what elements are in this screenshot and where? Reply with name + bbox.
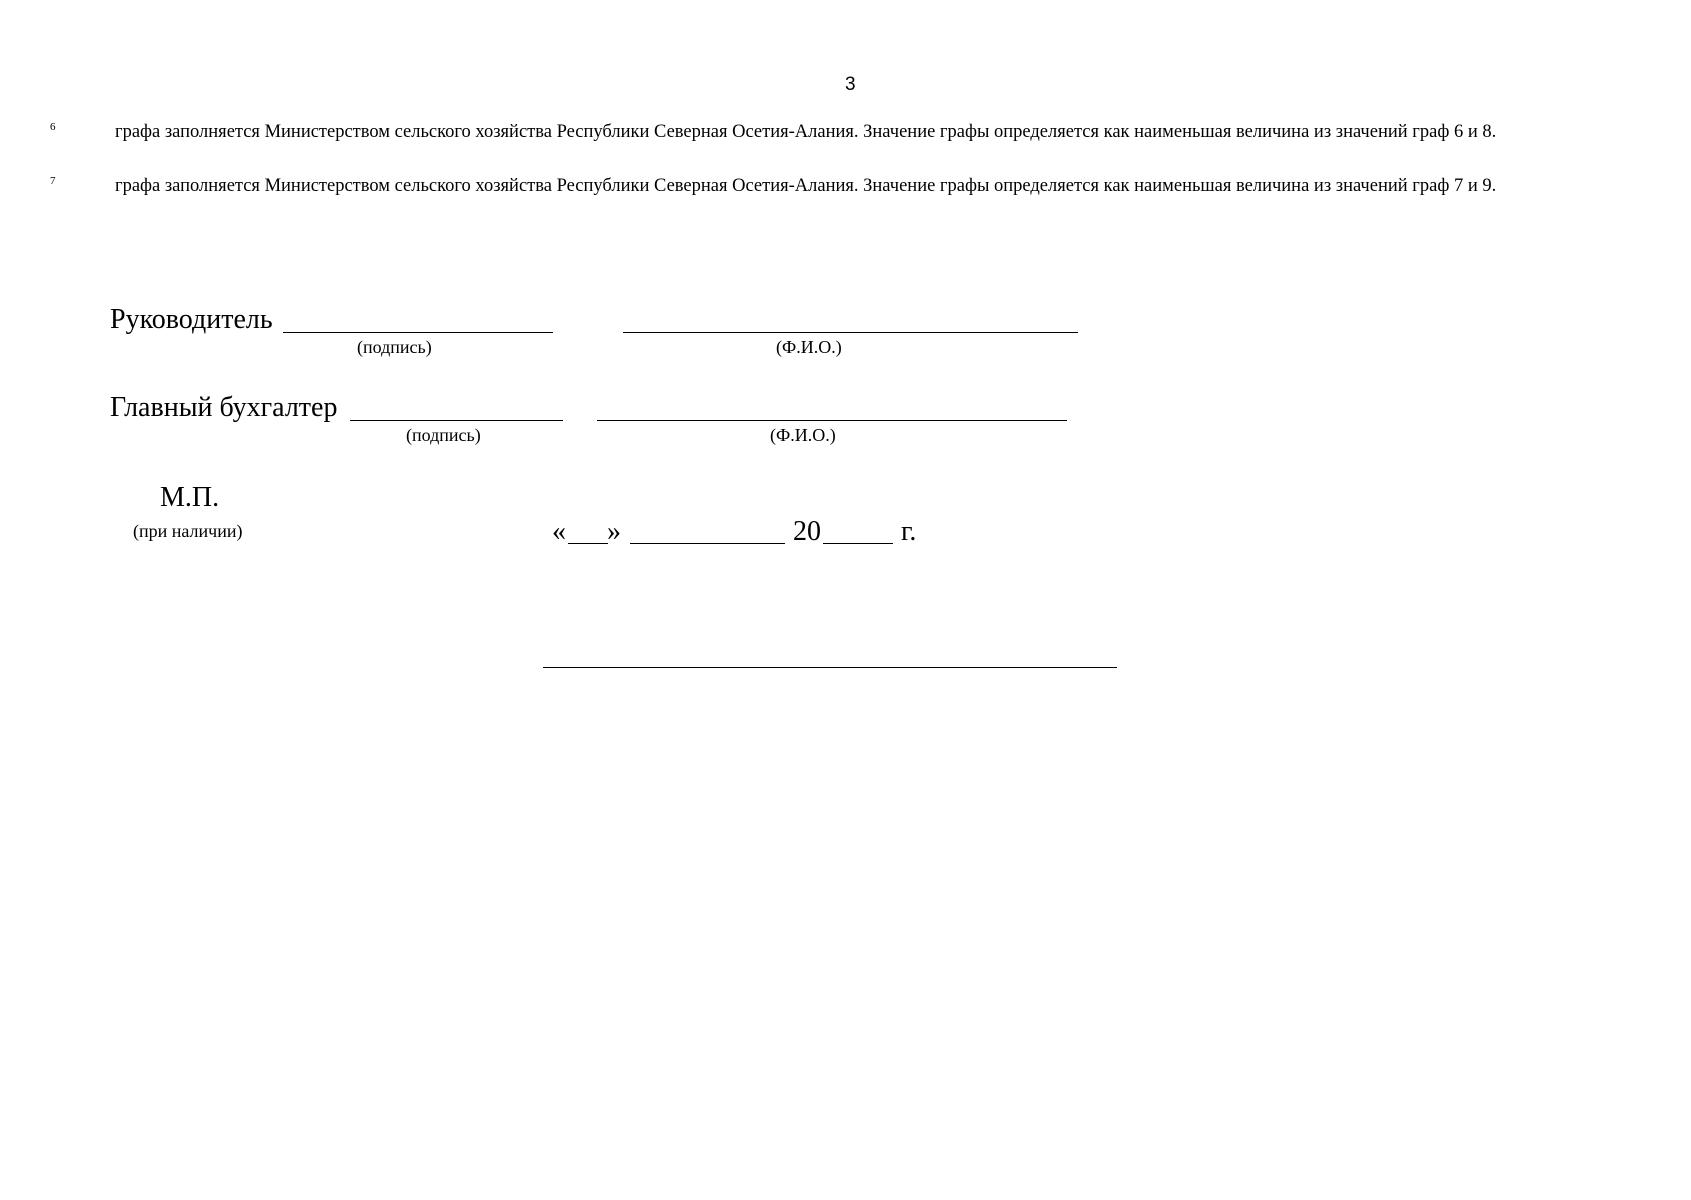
stamp-label: М.П.: [160, 482, 220, 513]
date-open-quote: «: [552, 516, 566, 547]
footnote-marker: 7: [50, 175, 56, 187]
date-year-prefix: 20: [793, 516, 821, 547]
stamp-note: (при наличии): [133, 521, 243, 541]
footnote-text: графа заполняется Министерством сельского хозяйства Республики Северная Осетия-Алания. Значение графы определяется как наименьшая величина из значений граф 7 и 9.: [115, 176, 1497, 196]
date-day-line[interactable]: [568, 543, 608, 544]
chief-accountant-signature-line[interactable]: [350, 420, 563, 421]
chief-accountant-signature-caption: (подпись): [406, 425, 481, 445]
head-signature-line[interactable]: [283, 332, 553, 333]
head-name-caption: (Ф.И.О.): [776, 337, 842, 357]
footnote-text: графа заполняется Министерством сельского хозяйства Республики Северная Осетия-Алания. Значение графы определяется как наименьшая величина из значений граф 6 и 8.: [115, 122, 1497, 142]
date-year-suffix: г.: [901, 516, 917, 547]
chief-accountant-label: Главный бухгалтер: [110, 392, 338, 423]
date-month-line[interactable]: [630, 543, 785, 544]
head-label: Руководитель: [110, 304, 273, 335]
head-name-line[interactable]: [623, 332, 1078, 333]
footnote-6: [50, 120, 1656, 144]
chief-accountant-name-caption: (Ф.И.О.): [770, 425, 836, 445]
footnote-marker: 6: [50, 121, 56, 133]
footnote-7: [50, 174, 1656, 198]
chief-accountant-name-line[interactable]: [597, 420, 1067, 421]
closing-separator-line: [543, 667, 1117, 668]
head-signature-caption: (подпись): [357, 337, 432, 357]
date-close-quote: »: [607, 516, 621, 547]
date-year-line[interactable]: [823, 543, 893, 544]
page-number: 3: [845, 74, 856, 95]
